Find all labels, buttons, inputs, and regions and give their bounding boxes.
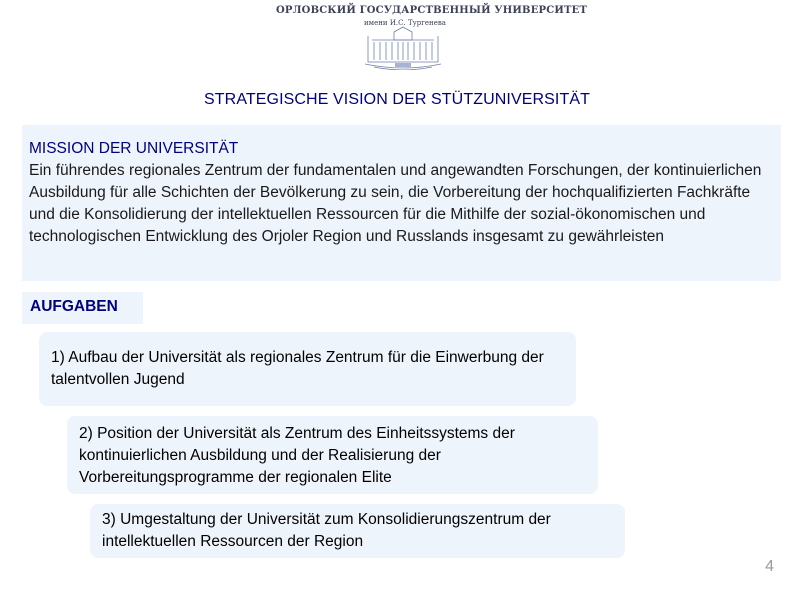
task-item-1-text: 1) Aufbau der Universität als regionales Zentrum für die Einwerbung der talentvollen Jugend: [51, 349, 544, 388]
task-item-2: [67, 416, 598, 494]
university-subtitle: имени И.С. Тургенева: [364, 19, 446, 27]
task-item-3: [90, 504, 625, 558]
slide-title: STRATEGISCHE VISION DER STÜTZUNIVERSITÄT: [204, 91, 590, 108]
task-item-3-text: 3) Umgestaltung der Universität zum Konsolidierungszentrum der intellektuellen Ressourcen der Region: [102, 511, 551, 550]
university-building-emblem-icon: [364, 26, 442, 70]
task-item-1: [39, 332, 576, 406]
slide-header: [0, 0, 794, 72]
university-name: ОРЛОВСКИЙ ГОСУДАРСТВЕННЫЙ УНИВЕРСИТЕТ: [276, 5, 588, 16]
mission-title: MISSION DER UNIVERSITÄT: [29, 140, 239, 157]
tasks-label: AUFGABEN: [30, 298, 118, 315]
page-number: 4: [765, 558, 774, 575]
task-item-2-text: 2) Position der Universität als Zentrum des Einheitssystems der kontinuierlichen Ausbildung und der Realisierung der Vorbereitungsprogramme der regionalen Elite: [79, 425, 515, 486]
mission-text: Ein führendes regionales Zentrum der fundamentalen und angewandten Forschungen, der kontinuierlichen Ausbildung für alle Schichten der Bevölkerung zu sein, die Vorbereitung der hochqualifizierten Fachkräfte und die Konsolidierung der intellektuellen Ressourcen für die Mithilfe der sozial-ökonomischen und technologischen Entwicklung des Orjoler Region und Russlands insgesamt zu gewährleisten: [29, 162, 762, 245]
